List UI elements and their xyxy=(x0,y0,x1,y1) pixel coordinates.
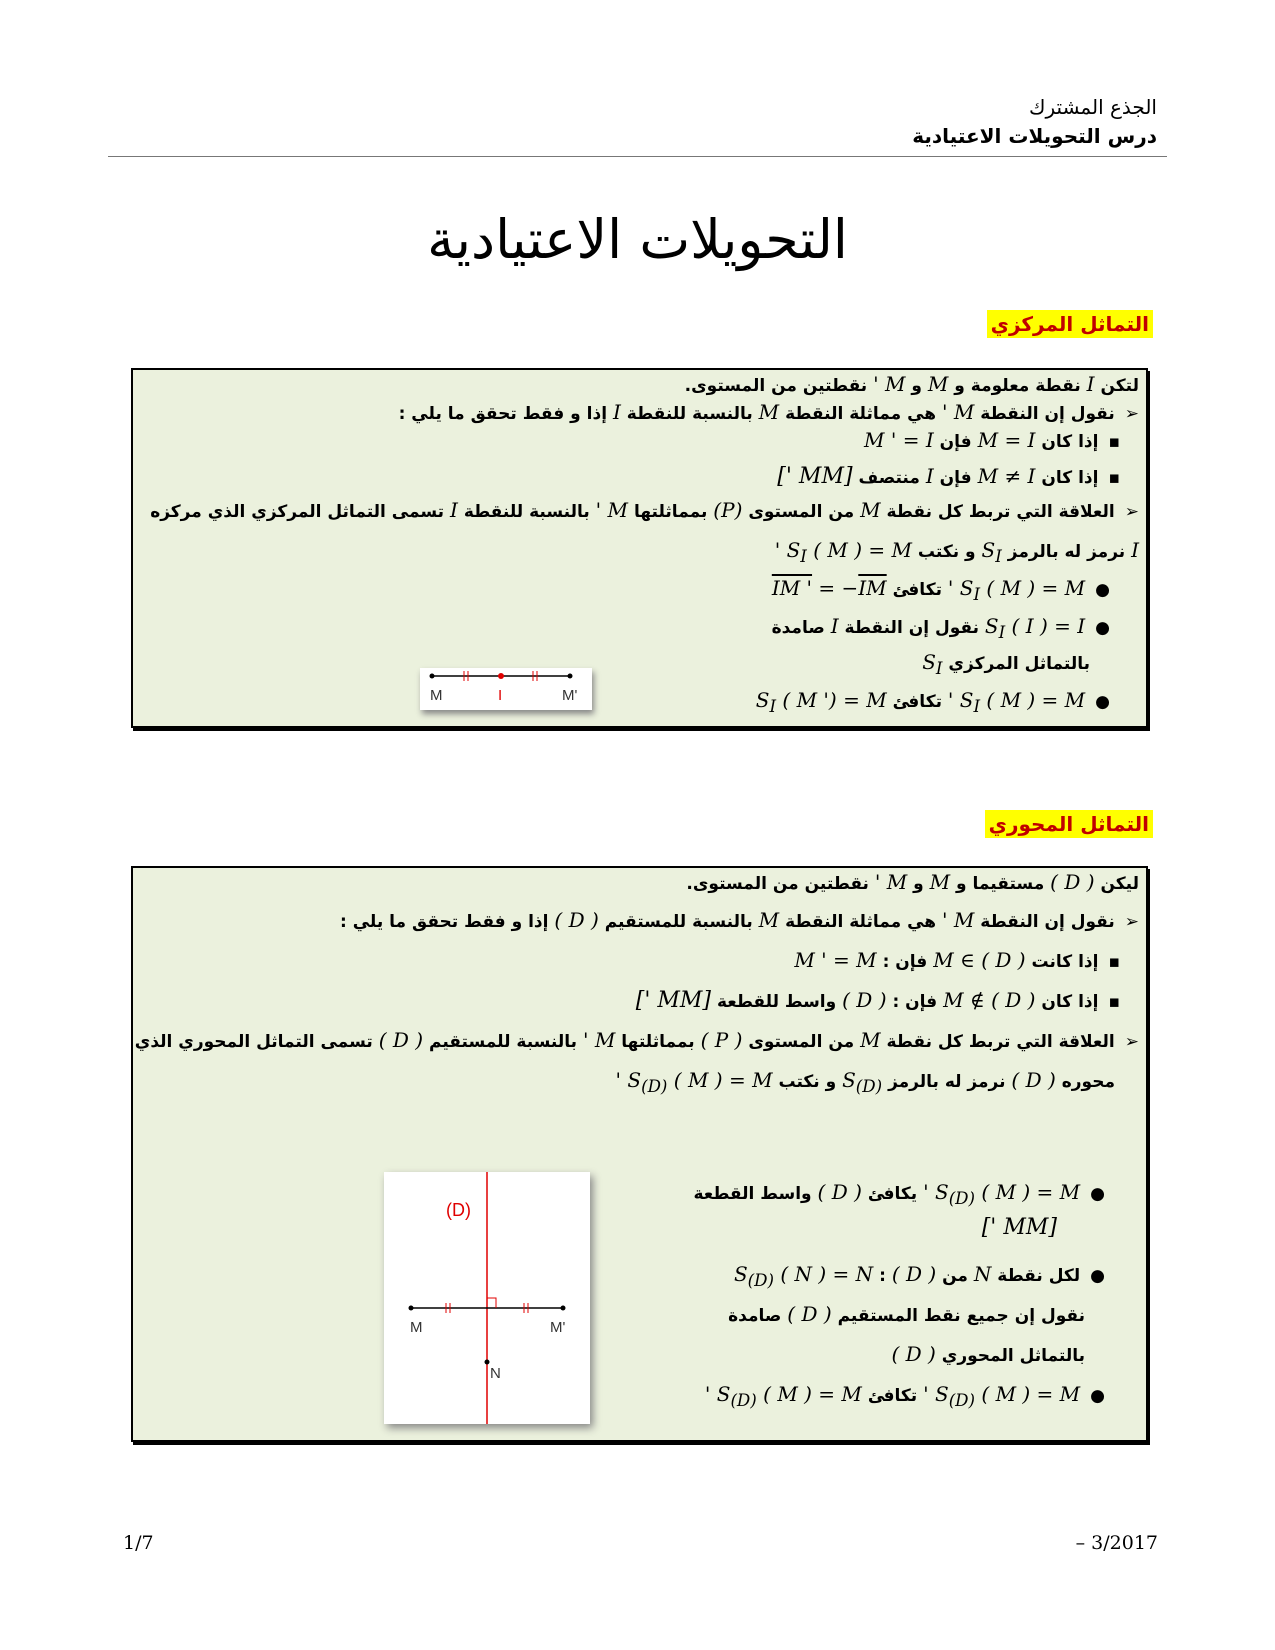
axial-intro: ليكن ( D ) مستقيما و M و M ' نقطتين من المستوى. xyxy=(686,870,1139,894)
page-date: – 3/2017 xyxy=(1075,1532,1158,1554)
fig1-label-m: M xyxy=(430,687,443,704)
axial-property-2b: نقول إن جميع نقط المستقيم ( D ) صامدة xyxy=(728,1302,1085,1326)
fig1-label-i: I xyxy=(498,687,503,704)
axial-relation: ➢العلاقة التي تربط كل نقطة M من المستوى ( P ) بمماثلتها M ' بالنسبة للمستقيم ( D ) تسمى التماثل المحوري الذي xyxy=(134,1028,1139,1052)
level-label: الجذع المشترك xyxy=(1029,95,1157,119)
page-number: 1/7 xyxy=(123,1532,154,1554)
axial-case-1: ▪إذا كانت M ∈ ( D ) فإن : M ' = M xyxy=(794,948,1120,972)
central-property-3: $●S_I$ ( M ) = M ' تكافئ $S_I$ ( M ') = M xyxy=(755,688,1110,716)
central-symmetry-figure xyxy=(420,668,592,710)
section-title-central: التماثل المركزي xyxy=(987,310,1153,338)
axial-notation: محوره ( D ) نرمز له بالرمز $S_{(D)}$ و نكتب $S_{(D)}$ ( M ) = M ' xyxy=(615,1068,1115,1096)
axial-property-2c: بالتماثل المحوري ( D ) xyxy=(891,1342,1085,1366)
section-title-axial: التماثل المحوري xyxy=(985,810,1153,838)
page-title: التحويلات الاعتيادية xyxy=(427,208,848,271)
central-intro: لتكن I نقطة معلومة و M و M ' نقطتين من المستوى. xyxy=(684,372,1139,396)
page-header xyxy=(912,92,1157,150)
axial-property-1b: [MM '] xyxy=(981,1215,1057,1240)
central-case-1: ▪إذا كان M = I فإن M ' = I xyxy=(864,428,1120,452)
fig2-label-m: M xyxy=(410,1319,423,1336)
fig1-label-m-prime: M' xyxy=(562,687,578,704)
fig2-label-d: (D) xyxy=(446,1200,471,1220)
axial-property-1: $●S_{(D)}$ ( M ) = M ' يكافئ ( D ) واسط القطعة xyxy=(693,1180,1105,1208)
central-property-2b: بالتماثل المركزي $S_I$ xyxy=(922,650,1090,678)
central-notation: I نرمز له بالرمز $S_I$ و نكتب $S_I$ ( M ) = M ' xyxy=(774,538,1139,566)
axial-property-2: ●لكل نقطة N من ( D ) : $S_{(D)}$ ( N ) = N xyxy=(733,1262,1105,1290)
central-property-1: $●S_I$ ( M ) = M ' تكافئ IM ' = −IM xyxy=(771,576,1110,604)
fig2-label-n: N xyxy=(490,1365,501,1382)
central-relation: ➢العلاقة التي تربط كل نقطة M من المستوى (P) بمماثلتها M ' بالنسبة للنقطة I تسمى التماثل المركزي الذي مركزه xyxy=(150,498,1139,522)
lesson-title: درس التحويلات الاعتيادية xyxy=(912,124,1157,148)
axial-symmetry-figure xyxy=(384,1172,590,1424)
central-property-2: $●S_I$ ( I ) = I نقول إن النقطة I صامدة xyxy=(771,614,1110,642)
fig2-label-m-prime: M' xyxy=(550,1319,566,1336)
header-divider xyxy=(108,156,1167,157)
central-definition: ➢نقول إن النقطة M ' هي مماثلة النقطة M بالنسبة للنقطة I إذا و فقط تحقق ما يلي : xyxy=(398,400,1139,424)
axial-property-3: $●S_{(D)}$ ( M ) = M ' تكافئ $S_{(D)}$ ( M ) = M ' xyxy=(704,1382,1105,1410)
axial-case-2: ▪إذا كان M ∉ ( D ) فإن : ( D ) واسط للقطعة [MM '] xyxy=(635,988,1120,1013)
central-case-2: ▪إذا كان M ≠ I فإن I منتصف [MM '] xyxy=(777,464,1120,489)
axial-definition: ➢نقول إن النقطة M ' هي مماثلة النقطة M بالنسبة للمستقيم ( D ) إذا و فقط تحقق ما يلي : xyxy=(340,908,1139,932)
